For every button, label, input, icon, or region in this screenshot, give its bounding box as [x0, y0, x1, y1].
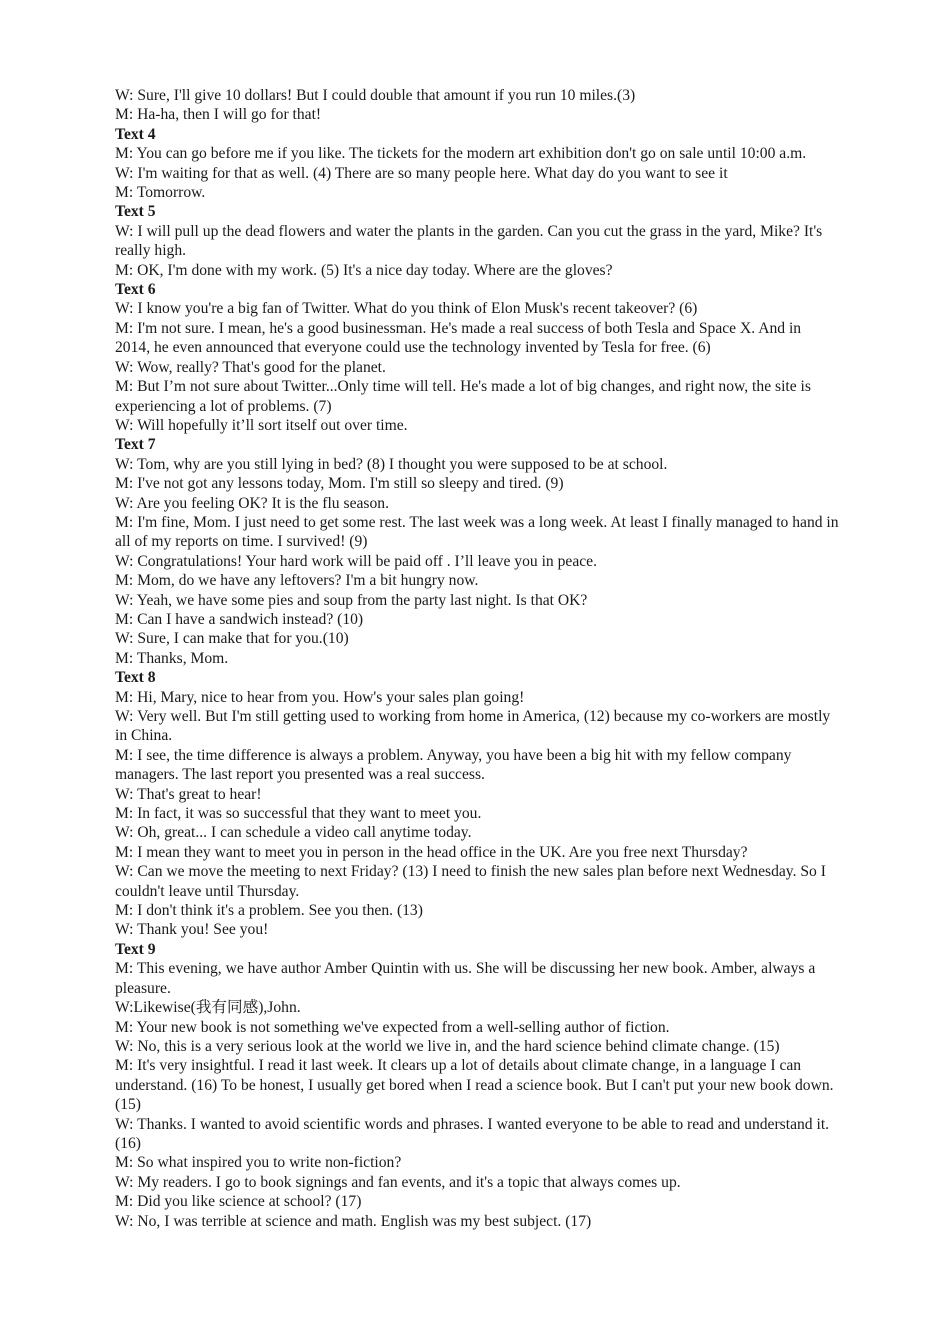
dialogue-line: W: I'm waiting for that as well. (4) There are so many people here. What day do you want to see it — [115, 164, 728, 182]
dialogue-line: M: Thanks, Mom. — [115, 649, 229, 667]
dialogue-line: W: Wow, really? That's good for the planet. — [115, 358, 386, 376]
dialogue-line: W: Thank you! See you! — [115, 921, 269, 939]
dialogue-line: W: I know you're a big fan of Twitter. What do you think of Elon Musk's recent takeover? (6) — [115, 300, 698, 318]
dialogue-line: W: Are you feeling OK? It is the flu season. — [115, 494, 389, 512]
dialogue-line: W: Thanks. I wanted to avoid scientific words and phrases. I wanted everyone to be able to read and understand it. (16) — [115, 1115, 830, 1152]
dialogue-line: M: Ha-ha, then I will go for that! — [115, 106, 322, 124]
dialogue-line: M: Hi, Mary, nice to hear from you. How's your sales plan going! — [115, 688, 525, 706]
section-heading: Text 9 — [115, 940, 156, 958]
dialogue-line: M: I don't think it's a problem. See you then. (13) — [115, 902, 423, 920]
dialogue-line: M: Can I have a sandwich instead? (10) — [115, 610, 364, 628]
section-heading: Text 8 — [115, 669, 156, 687]
dialogue-line: W: No, this is a very serious look at the world we live in, and the hard science behind climate change. (15) — [115, 1037, 780, 1055]
dialogue-line: W: Will hopefully it’ll sort itself out over time. — [115, 416, 408, 434]
section-heading: Text 5 — [115, 203, 156, 221]
dialogue-line: W: Yeah, we have some pies and soup from the party last night. Is that OK? — [115, 591, 588, 609]
dialogue-line: W: Can we move the meeting to next Friday? (13) I need to finish the new sales plan before next Wednesday. So I couldn't leave until Thursday. — [115, 863, 826, 900]
dialogue-line: M: Your new book is not something we've expected from a well-selling author of fiction. — [115, 1018, 670, 1036]
dialogue-line: M: I've not got any lessons today, Mom. I'm still so sleepy and tired. (9) — [115, 475, 564, 493]
dialogue-line: M: OK, I'm done with my work. (5) It's a nice day today. Where are the gloves? — [115, 261, 613, 279]
dialogue-line: M: Tomorrow. — [115, 184, 206, 202]
dialogue-line: M: Mom, do we have any leftovers? I'm a bit hungry now. — [115, 572, 479, 590]
dialogue-line: M: I see, the time difference is always a problem. Anyway, you have been a big hit with my fellow company managers. The last report you presented was a real success. — [115, 746, 792, 784]
dialogue-line: W:Likewise(我有同感),John. — [115, 999, 301, 1017]
dialogue-line: W: Oh, great... I can schedule a video call anytime today. — [115, 824, 472, 842]
dialogue-line: W: No, I was terrible at science and math. English was my best subject. (17) — [115, 1212, 592, 1230]
dialogue-line: W: Tom, why are you still lying in bed? (8) I thought you were supposed to be at school. — [115, 455, 668, 473]
dialogue-line: M: But I’m not sure about Twitter...Only time will tell. He's made a lot of big changes, and right now, the site is experiencing a lot of problems. (7) — [115, 378, 811, 415]
dialogue-line: W: Sure, I can make that for you.(10) — [115, 630, 349, 648]
dialogue-line: M: It's very insightful. I read it last week. It clears up a lot of details about climate change, in a language I can understand. (16) To be honest, I usually get bored when I read a science book. But I can't put your new book down. (15) — [115, 1057, 834, 1114]
section-heading: Text 7 — [115, 436, 156, 454]
dialogue-line: W: I will pull up the dead flowers and water the plants in the garden. Can you cut the grass in the yard, Mike? It's really high. — [115, 222, 823, 260]
dialogue-line: M: This evening, we have author Amber Quintin with us. She will be discussing her new book. Amber, always a pleasure. — [115, 960, 816, 997]
transcript-page — [115, 86, 840, 1231]
dialogue-line: W: Sure, I'll give 10 dollars! But I could double that amount if you run 10 miles.(3) — [115, 87, 636, 104]
dialogue-line: W: That's great to hear! — [115, 785, 262, 803]
dialogue-line: W: Very well. But I'm still getting used to working from home in America, (12) because my co-workers are mostly in China. — [115, 708, 831, 745]
section-heading: Text 6 — [115, 281, 156, 299]
dialogue-line: M: I'm fine, Mom. I just need to get some rest. The last week was a long week. At least I finally managed to hand in all of my reports on time. I survived! (9) — [115, 513, 839, 551]
dialogue-line: M: So what inspired you to write non-fiction? — [115, 1154, 402, 1172]
dialogue-line: W: Congratulations! Your hard work will be paid off . I’ll leave you in peace. — [115, 552, 597, 570]
dialogue-line: M: Did you like science at school? (17) — [115, 1193, 362, 1211]
dialogue-line: M: I mean they want to meet you in person in the head office in the UK. Are you free next Thursday? — [115, 843, 748, 861]
dialogue-line: M: In fact, it was so successful that they want to meet you. — [115, 805, 482, 823]
dialogue-line: M: You can go before me if you like. The tickets for the modern art exhibition don't go on sale until 10:00 a.m. — [115, 145, 807, 163]
dialogue-line: M: I'm not sure. I mean, he's a good businessman. He's made a real success of both Tesla and Space X. And in 2014, he even announced that everyone could use the technology invented by Tesla for free. (6) — [115, 319, 802, 357]
section-heading: Text 4 — [115, 125, 156, 143]
dialogue-line: W: My readers. I go to book signings and fan events, and it's a topic that always comes up. — [115, 1173, 681, 1191]
